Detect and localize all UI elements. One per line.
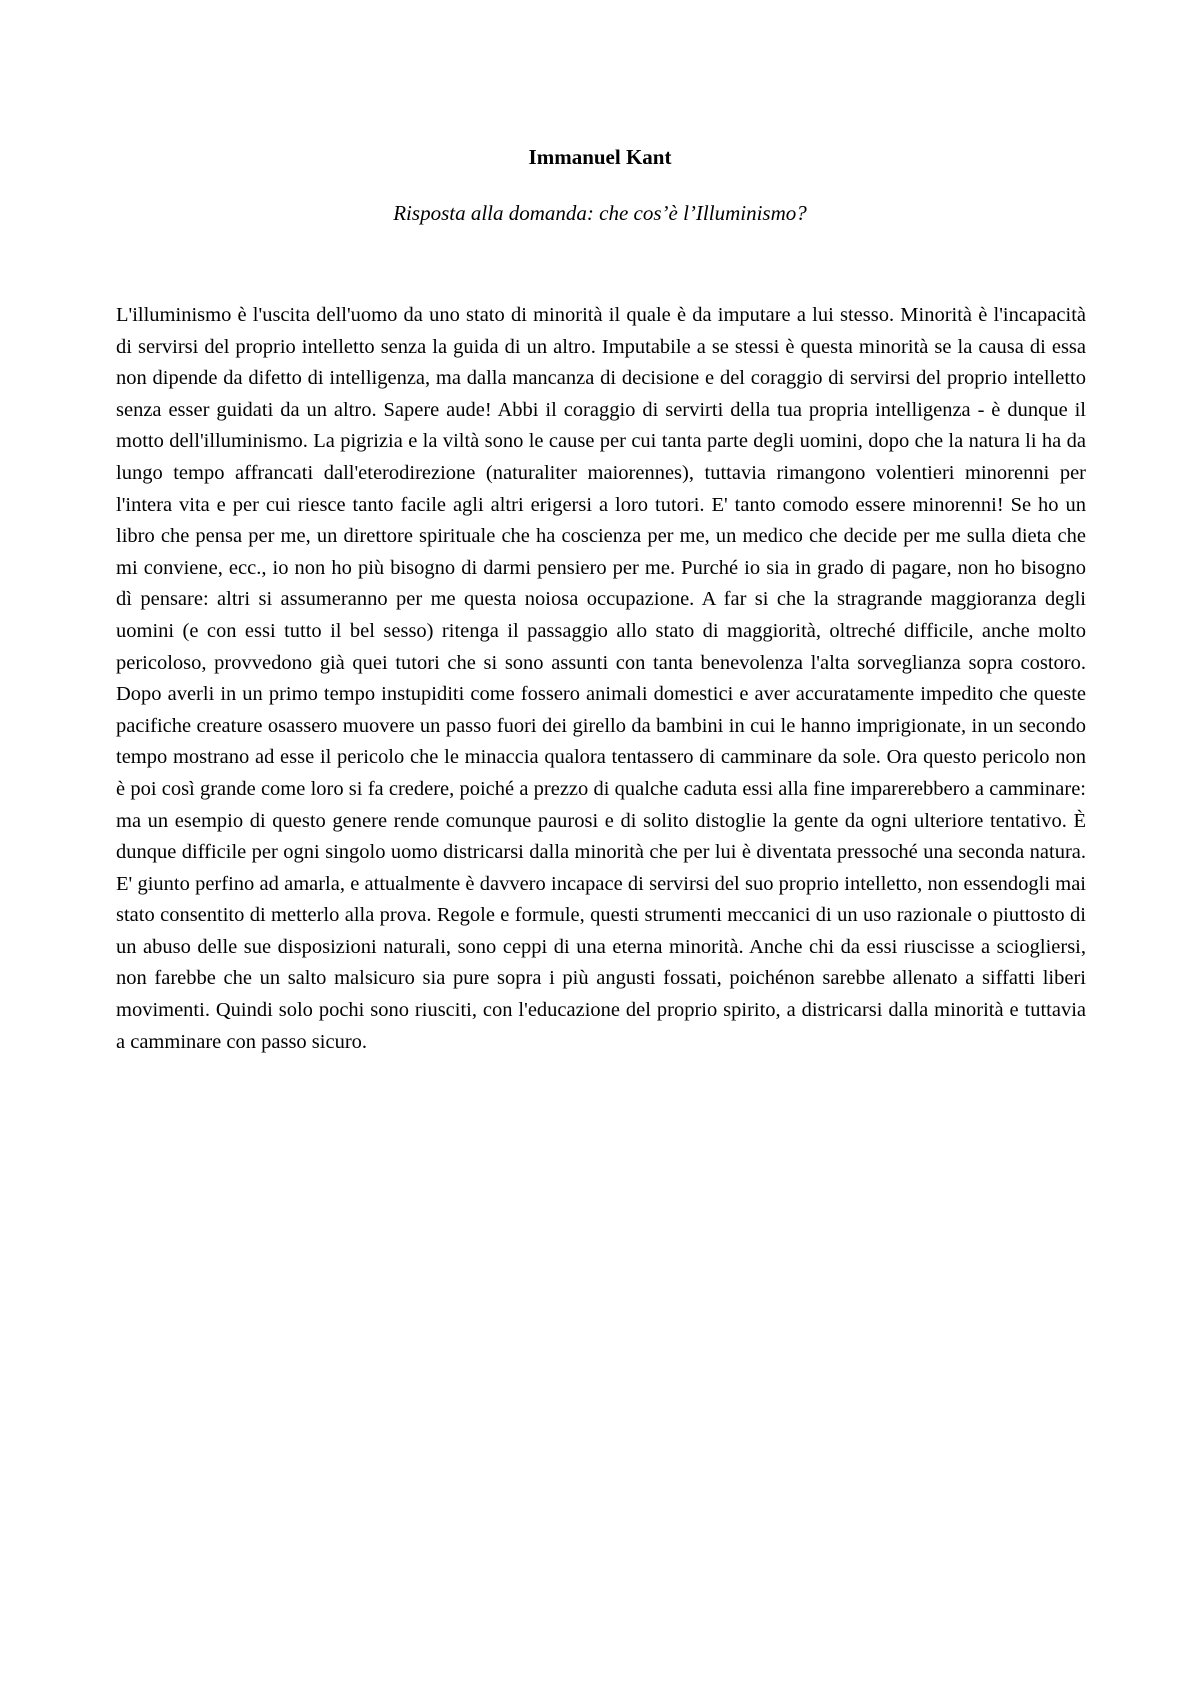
document-title: Risposta alla domanda: che cos’è l’Illuminismo? [393, 201, 807, 225]
body-paragraph: L'illuminismo è l'uscita dell'uomo da uno stato di minorità il quale è da imputare a lui stesso. Minorità è l'incapacità di servirsi del proprio intelletto senza la guida di un altro. Imputabile a se stessi è questa minorità se la causa di essa non dipende da difetto di intelligenza, ma dalla mancanza di decisione e del coraggio di servirsi del proprio intelletto senza esser guidati da un altro. Sapere aude! Abbi il coraggio di servirti della tua propria intelligenza - è dunque il motto dell'illuminismo. La pigrizia e la viltà sono le cause per cui tanta parte degli uomini, dopo che la natura li ha da lungo tempo affrancati dall'eterodirezione (naturaliter maiorennes), tuttavia rimangono volentieri minorenni per l'intera vita e per cui riesce tanto facile agli altri erigersi a loro tutori. E' tanto comodo essere minorenni! Se ho un libro che pensa per me, un direttore spirituale che ha coscienza per me, un medico che decide per me sulla dieta che mi conviene, ecc., io non ho più bisogno di darmi pensiero per me. Purché io sia in grado di pagare, non ho bisogno dì pensare: altri si assumeranno per me questa noiosa occupazione. A far si che la stragrande maggioranza degli uomini (e con essi tutto il bel sesso) ritenga il passaggio allo stato di maggiorità, oltreché difficile, anche molto pericoloso, provvedono già quei tutori che si sono assunti con tanta benevolenza l'alta sorveglianza sopra costoro. Dopo averli in un primo tempo instupiditi come fossero animali domestici e aver accuratamente impedito che queste pacifiche creature osassero muovere un passo fuori dei girello da bambini in cui le hanno imprigionate, in un secondo tempo mostrano ad esse il pericolo che le minaccia qualora tentassero di camminare da sole. Ora questo pericolo non è poi così grande come loro si fa credere, poiché a prezzo di qualche caduta essi alla fine imparerebbero a camminare: ma un esempio di questo genere rende comunque paurosi e di solito distoglie la gente da ogni ulteriore tentativo. È dunque difficile per ogni singolo uomo districarsi dalla minorità che per lui è diventata pressoché una seconda natura. E' giunto perfino ad amarla, e attualmente è davvero incapace di servirsi del suo proprio intelletto, non essendogli mai stato consentito di metterlo alla prova. Regole e formule, questi strumenti meccanici di un uso razionale o piuttosto di un abuso delle sue disposizioni naturali, sono ceppi di una eterna minorità. Anche chi da essi riuscisse a sciogliersi, non farebbe che un salto malsicuro sia pure sopra i più angusti fossati, poichénon sarebbe allenato a siffatti liberi movimenti. Quindi solo pochi sono riusciti, con l'educazione del proprio spirito, a districarsi dalla minorità e tuttavia a camminare con passo sicuro. [116, 304, 1086, 1053]
author-heading: Immanuel Kant [528, 145, 672, 169]
